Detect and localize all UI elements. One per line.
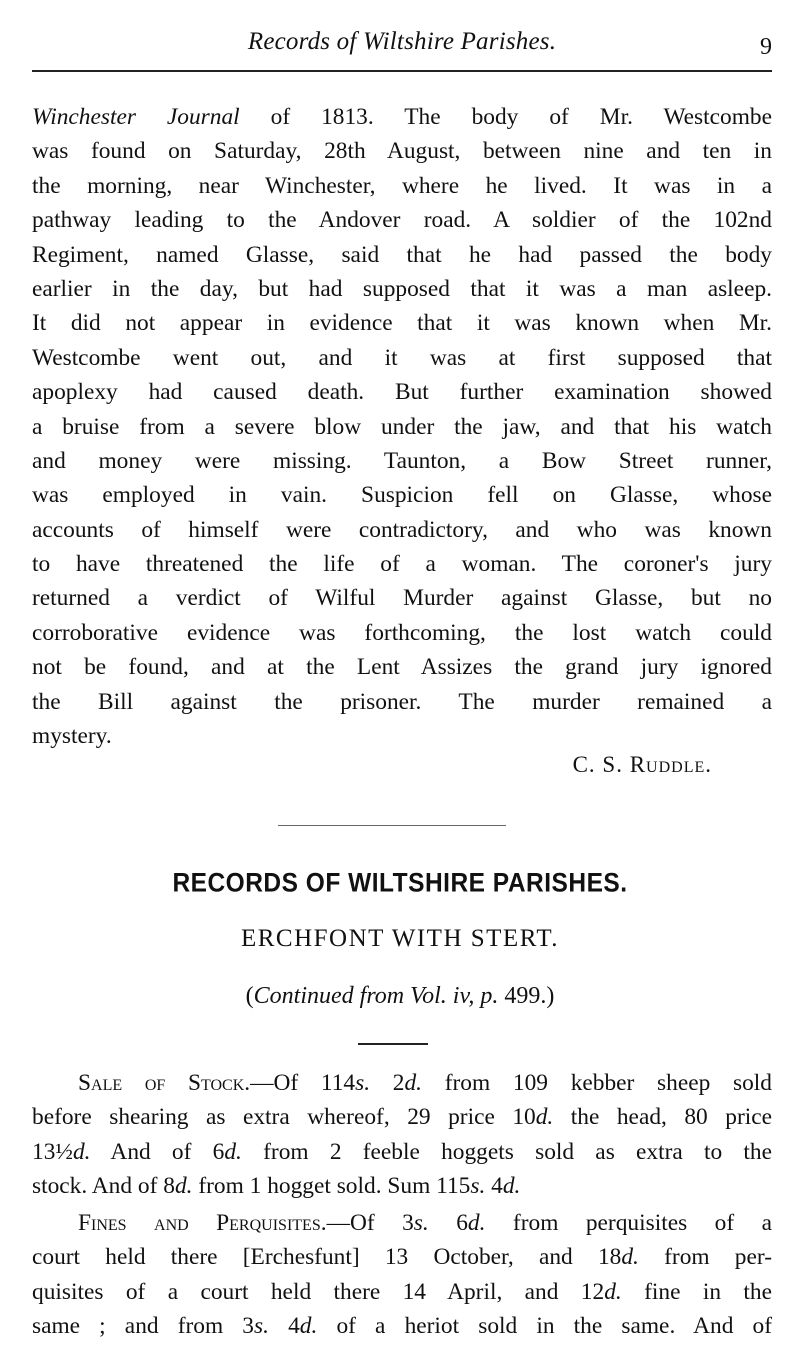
- text-line: apoplexy had caused death. But further examination showed: [32, 379, 772, 406]
- text-line: same ; and from 3s. 4d. of a heriot sold in the same. And of: [32, 1313, 773, 1340]
- text-line: mystery.: [32, 723, 112, 750]
- section-subtitle: ERCHFONT WITH STERT.: [240, 925, 560, 952]
- paragraph-fines-and-perquisites: [32, 1206, 772, 1344]
- text-line: corroborative evidence was forthcoming, the lost watch could: [32, 619, 772, 646]
- text-line: the Bill against the prisoner. The murder remained a: [32, 688, 772, 715]
- text-line: pathway leading to the Andover road. A soldier of the 102nd: [32, 207, 772, 234]
- short-rule: [358, 1043, 428, 1045]
- text-line: not be found, and at the Lent Assizes the grand jury ignored: [32, 654, 772, 681]
- text-line: stock. And of 8d. from 1 hogget sold. Sum 115s. 4d.: [32, 1173, 521, 1200]
- text-line: Sale of Stock.—Of 114s. 2d. from 109 kebber sheep sold: [78, 1070, 772, 1096]
- text-line: court held there [Erchesfunt] 13 October, and 18d. from per-: [32, 1244, 772, 1271]
- text-line: before shearing as extra whereof, 29 price 10d. the head, 80 price: [32, 1104, 773, 1131]
- text-line: was found on Saturday, 28th August, between nine and ten in: [32, 138, 772, 165]
- continued-note: (Continued from Vol. iv, p. 499.): [245, 983, 555, 1009]
- paragraph-sale-of-stock: [32, 1066, 772, 1204]
- running-title: Records of Wiltshire Parishes.: [247, 28, 557, 55]
- text-line: Westcombe went out, and it was at first supposed that: [32, 344, 772, 371]
- text-line: the morning, near Winchester, where he lived. It was in a: [32, 172, 772, 199]
- section-title: RECORDS OF WILTSHIRE PARISHES.: [172, 868, 628, 899]
- author-signature: C. S. Ruddle.: [572, 752, 712, 777]
- text-line: Regiment, named Glasse, said that he had passed the body: [32, 241, 772, 268]
- page-header: [32, 26, 772, 72]
- text-line: accounts of himself were contradictory, and who was known: [32, 516, 772, 543]
- text-line: quisites of a court held there 14 April, and 12d. fine in the: [32, 1278, 772, 1305]
- text-line: 13½d. And of 6d. from 2 feeble hoggets sold as extra to the: [32, 1138, 772, 1165]
- text-line: was employed in vain. Suspicion fell on Glasse, whose: [32, 482, 772, 509]
- text-line: Winchester Journal of 1813. The body of Mr. Westcombe: [32, 104, 773, 130]
- article-text: [32, 100, 772, 753]
- text-line: earlier in the day, but had supposed that it was a man asleep.: [32, 275, 772, 302]
- page-number: 9: [760, 34, 772, 60]
- text-line: and money were missing. Taunton, a Bow Street runner,: [32, 447, 772, 474]
- section-divider: [278, 825, 506, 826]
- text-line: It did not appear in evidence that it was known when Mr.: [32, 310, 772, 337]
- text-line: returned a verdict of Wilful Murder against Glasse, but no: [32, 585, 772, 612]
- text-line: Fines and Perquisites.—Of 3s. 6d. from perquisites of a: [78, 1210, 772, 1236]
- text-line: to have threatened the life of a woman. The coroner's jury: [32, 551, 772, 578]
- text-line: a bruise from a severe blow under the jaw, and that his watch: [32, 413, 772, 440]
